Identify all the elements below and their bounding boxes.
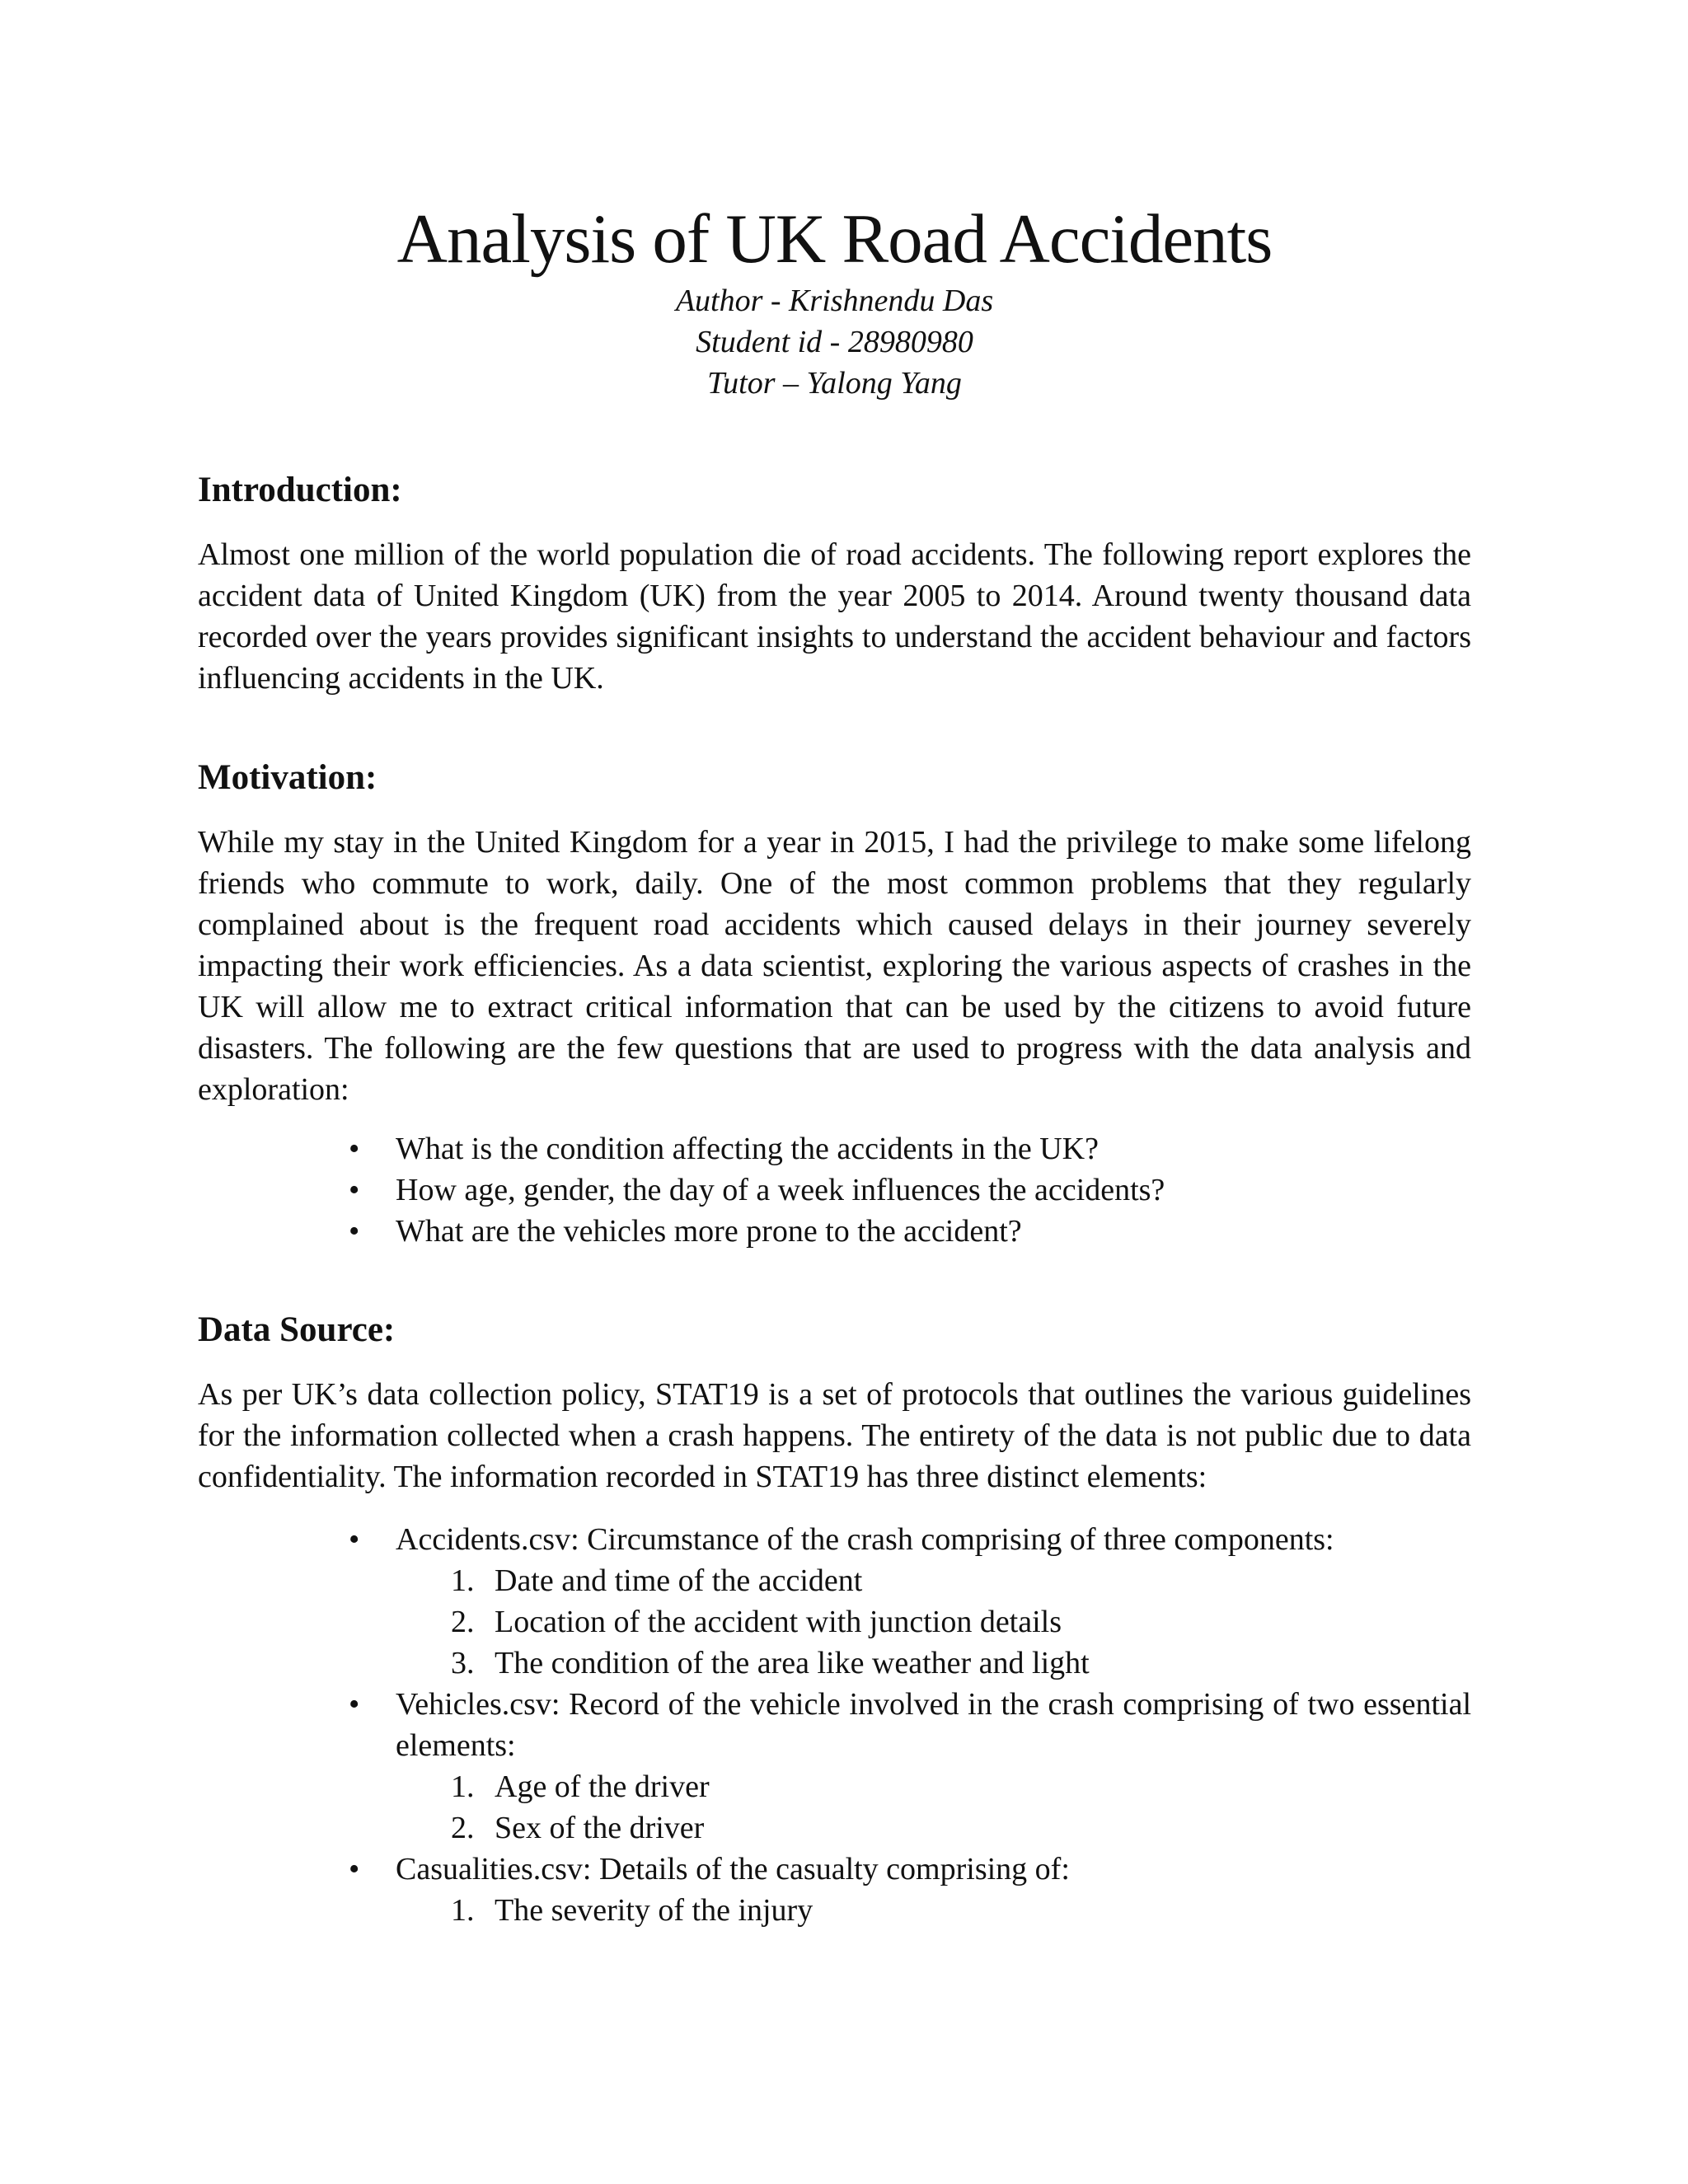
introduction-paragraph: Almost one million of the world population die of road accidents. The following report explores the accident data of United Kingdom (UK) from the year 2005 to 2014. Around twenty thousand data recorded over the years provides significant insights to understand the accident behaviour and factors influencing accidents in the UK. [198, 537, 1471, 696]
motivation-paragraph: While my stay in the United Kingdom for a year in 2015, I had the privilege to make some lifelong friends who commute to work, daily. One of the most common problems that they regularly complained about is the frequent road accidents which caused delays in their journey severely impacting their work efficiencies. As a data scientist, exploring the various aspects of crashes in the UK will allow me to extract critical information that can be used by the citizens to avoid future disasters. The following are the few questions that are used to progress with the data analysis and exploration: [198, 825, 1471, 1107]
data-source-paragraph: As per UK’s data collection policy, STAT19 is a set of protocols that outlines the various guidelines for the information collected when a crash happens. The entirety of the data is not public due to data confidentiality. The information recorded in STAT19 has three distinct elements: [198, 1377, 1471, 1494]
numbered-item-text: Sex of the driver [495, 1811, 705, 1845]
numbered-item-text: Age of the driver [495, 1769, 710, 1804]
list-item-text: Casualities.csv: Details of the casualty comprising of: [396, 1852, 1070, 1886]
author-line: Author - Krishnendu Das [675, 284, 994, 318]
data-source-heading: Data Source: [198, 1310, 396, 1349]
student-id-line: Student id - 28980980 [696, 325, 973, 359]
bullet-icon: • [349, 1132, 360, 1166]
data-source-file-list [198, 1519, 1471, 1931]
bullet-icon: • [349, 1852, 360, 1886]
bullet-icon: • [349, 1687, 360, 1722]
list-item-text: Vehicles.csv: Record of the vehicle involved in the crash comprising of two essential elements: [396, 1687, 1471, 1763]
motivation-question-list [198, 1128, 1471, 1252]
list-item [198, 1211, 1471, 1252]
list-item-text: Accidents.csv: Circumstance of the crash comprising of three components: [396, 1522, 1334, 1557]
title-block [198, 0, 1471, 404]
item-number: 1. [451, 1563, 475, 1598]
numbered-item-text: The severity of the injury [495, 1893, 814, 1928]
introduction-heading: Introduction: [198, 471, 402, 509]
bullet-icon: • [349, 1214, 360, 1249]
numbered-item [396, 1766, 1471, 1807]
motivation-heading: Motivation: [198, 758, 377, 797]
item-number: 1. [451, 1893, 475, 1928]
document-title: Analysis of UK Road Accidents [396, 200, 1273, 278]
numbered-item [396, 1560, 1471, 1601]
numbered-item [396, 1601, 1471, 1643]
item-number: 2. [451, 1605, 475, 1639]
list-item [198, 1684, 1471, 1849]
bullet-icon: • [349, 1522, 360, 1557]
numbered-sublist [396, 1890, 1471, 1931]
numbered-item [396, 1807, 1471, 1849]
list-item [198, 1519, 1471, 1684]
item-number: 1. [451, 1769, 475, 1804]
list-item [198, 1849, 1471, 1931]
numbered-item-text: Date and time of the accident [495, 1563, 863, 1598]
list-item [198, 1169, 1471, 1211]
list-item [198, 1128, 1471, 1169]
tutor-line: Tutor – Yalong Yang [707, 366, 962, 401]
document-page [198, 0, 1471, 1931]
item-number: 3. [451, 1646, 475, 1680]
list-item-text: How age, gender, the day of a week influences the accidents? [396, 1173, 1165, 1207]
numbered-sublist [396, 1560, 1471, 1684]
numbered-item [396, 1890, 1471, 1931]
bullet-icon: • [349, 1173, 360, 1207]
numbered-item-text: The condition of the area like weather and light [495, 1646, 1090, 1680]
numbered-item-text: Location of the accident with junction details [495, 1605, 1062, 1639]
numbered-sublist [396, 1766, 1471, 1849]
list-item-text: What are the vehicles more prone to the accident? [396, 1214, 1022, 1249]
numbered-item [396, 1643, 1471, 1684]
item-number: 2. [451, 1811, 475, 1845]
list-item-text: What is the condition affecting the accidents in the UK? [396, 1132, 1099, 1166]
